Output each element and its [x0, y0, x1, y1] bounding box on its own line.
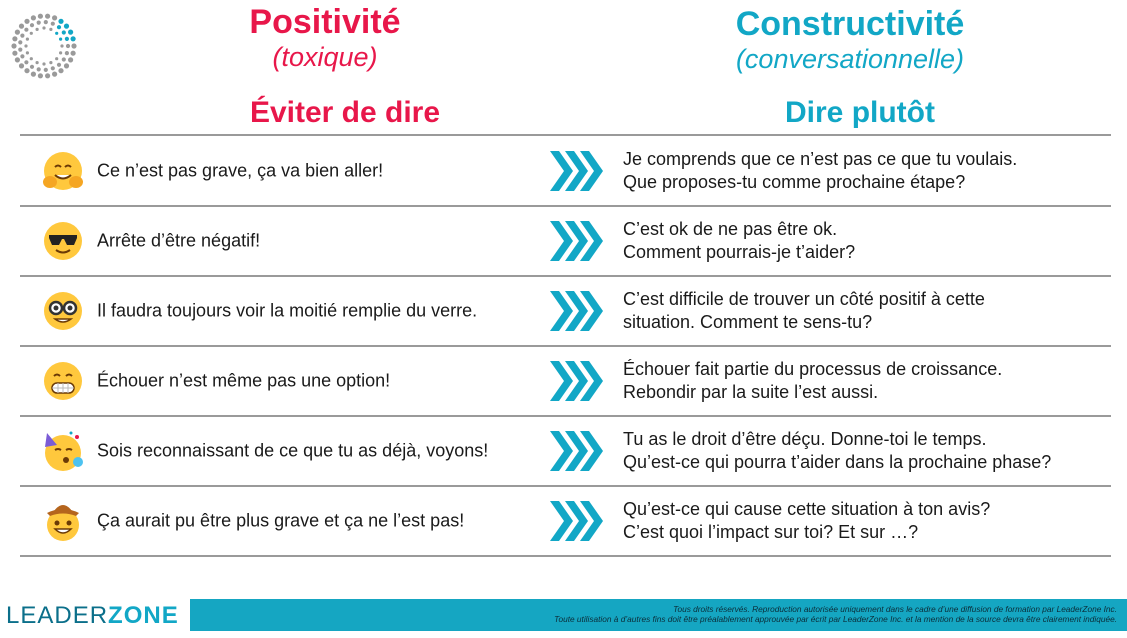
left-title: Positivité [249, 3, 401, 41]
triple-chevron-right-icon [550, 429, 604, 473]
avoid-phrase: Ça aurait pu être plus grave et ça ne l’est pas! [97, 510, 465, 531]
instead-line: Je comprends que ce n’est pas ce que tu voulais. [623, 148, 1018, 169]
instead-line: Que proposes-tu comme prochaine étape? [623, 171, 966, 192]
instead-line: Rebondir par la suite l’est aussi. [623, 382, 879, 402]
instead-line: C’est ok de ne pas être ok. [623, 219, 838, 239]
right-column-header [690, 4, 1010, 74]
comparison-table [20, 134, 1111, 557]
table-row [20, 207, 1111, 277]
instead-phrase [623, 148, 1017, 194]
table-row [20, 347, 1111, 417]
hugging-face-icon [41, 149, 85, 193]
left-column-header [200, 2, 450, 72]
instead-phrase [623, 498, 990, 544]
instead-line: situation. Comment te sens-tu? [623, 312, 873, 332]
left-subtitle: (toxique) [272, 42, 378, 72]
avoid-heading: Éviter de dire [249, 96, 441, 129]
instead-line: Qu’est-ce qui pourra t’aider dans la prochaine phase? [623, 452, 1052, 472]
instead-line: Tu as le droit d’être déçu. Donne-toi le temps. [623, 429, 987, 449]
instead-phrase [623, 428, 1051, 474]
footer-brand [6, 602, 179, 630]
footer-notice [554, 604, 1117, 624]
nerd-face-icon [41, 289, 85, 333]
avoid-phrase: Sois reconnaissant de ce que tu as déjà, voyons! [97, 440, 489, 461]
instead-line: Qu’est-ce qui cause cette situation à ton avis? [623, 499, 991, 519]
brand-leader: LEADER [6, 602, 109, 629]
party-face-icon [41, 429, 85, 473]
cowboy-face-icon [41, 499, 85, 543]
right-title: Constructivité [735, 5, 965, 43]
footer-bar [190, 599, 1127, 631]
instead-heading: Dire plutôt [785, 96, 935, 129]
triple-chevron-right-icon [550, 219, 604, 263]
leaderzone-logo-icon [8, 10, 80, 82]
instead-phrase [623, 288, 985, 334]
avoid-phrase: Il faudra toujours voir la moitié remplie du verre. [97, 300, 478, 321]
sunglasses-face-icon [41, 219, 85, 263]
table-row [20, 487, 1111, 557]
instead-line: Comment pourrais-je t’aider? [623, 242, 856, 262]
right-subtitle: (conversationnelle) [735, 44, 965, 74]
instead-phrase [623, 218, 855, 264]
table-row [20, 417, 1111, 487]
avoid-phrase: Arrête d’être négatif! [97, 230, 261, 251]
table-row [20, 277, 1111, 347]
instead-line: C’est difficile de trouver un côté positif à cette [623, 289, 985, 309]
instead-phrase [623, 358, 1002, 404]
footer-notice-line2: Toute utilisation à d’autres fins doit être préalablement approuvée par écrit par LeaderZone Inc. et la mention de la source devra être clairement indiquée. [554, 614, 1117, 624]
avoid-phrase: Ce n’est pas grave, ça va bien aller! [97, 160, 384, 180]
avoid-phrase: Échouer n’est même pas une option! [97, 370, 391, 391]
instead-line: C’est quoi l’impact sur toi? Et sur …? [623, 522, 919, 542]
triple-chevron-right-icon [550, 149, 604, 193]
brand-zone: ZONE [108, 602, 179, 629]
grimacing-face-icon [41, 359, 85, 403]
instead-line: Échouer fait partie du processus de croissance. [623, 359, 1003, 379]
footer-notice-line1: Tous droits réservés. Reproduction autorisée uniquement dans le cadre d’une diffusion de formation par LeaderZone Inc. [673, 604, 1117, 614]
triple-chevron-right-icon [550, 499, 604, 543]
triple-chevron-right-icon [550, 289, 604, 333]
table-row [20, 136, 1111, 207]
triple-chevron-right-icon [550, 359, 604, 403]
